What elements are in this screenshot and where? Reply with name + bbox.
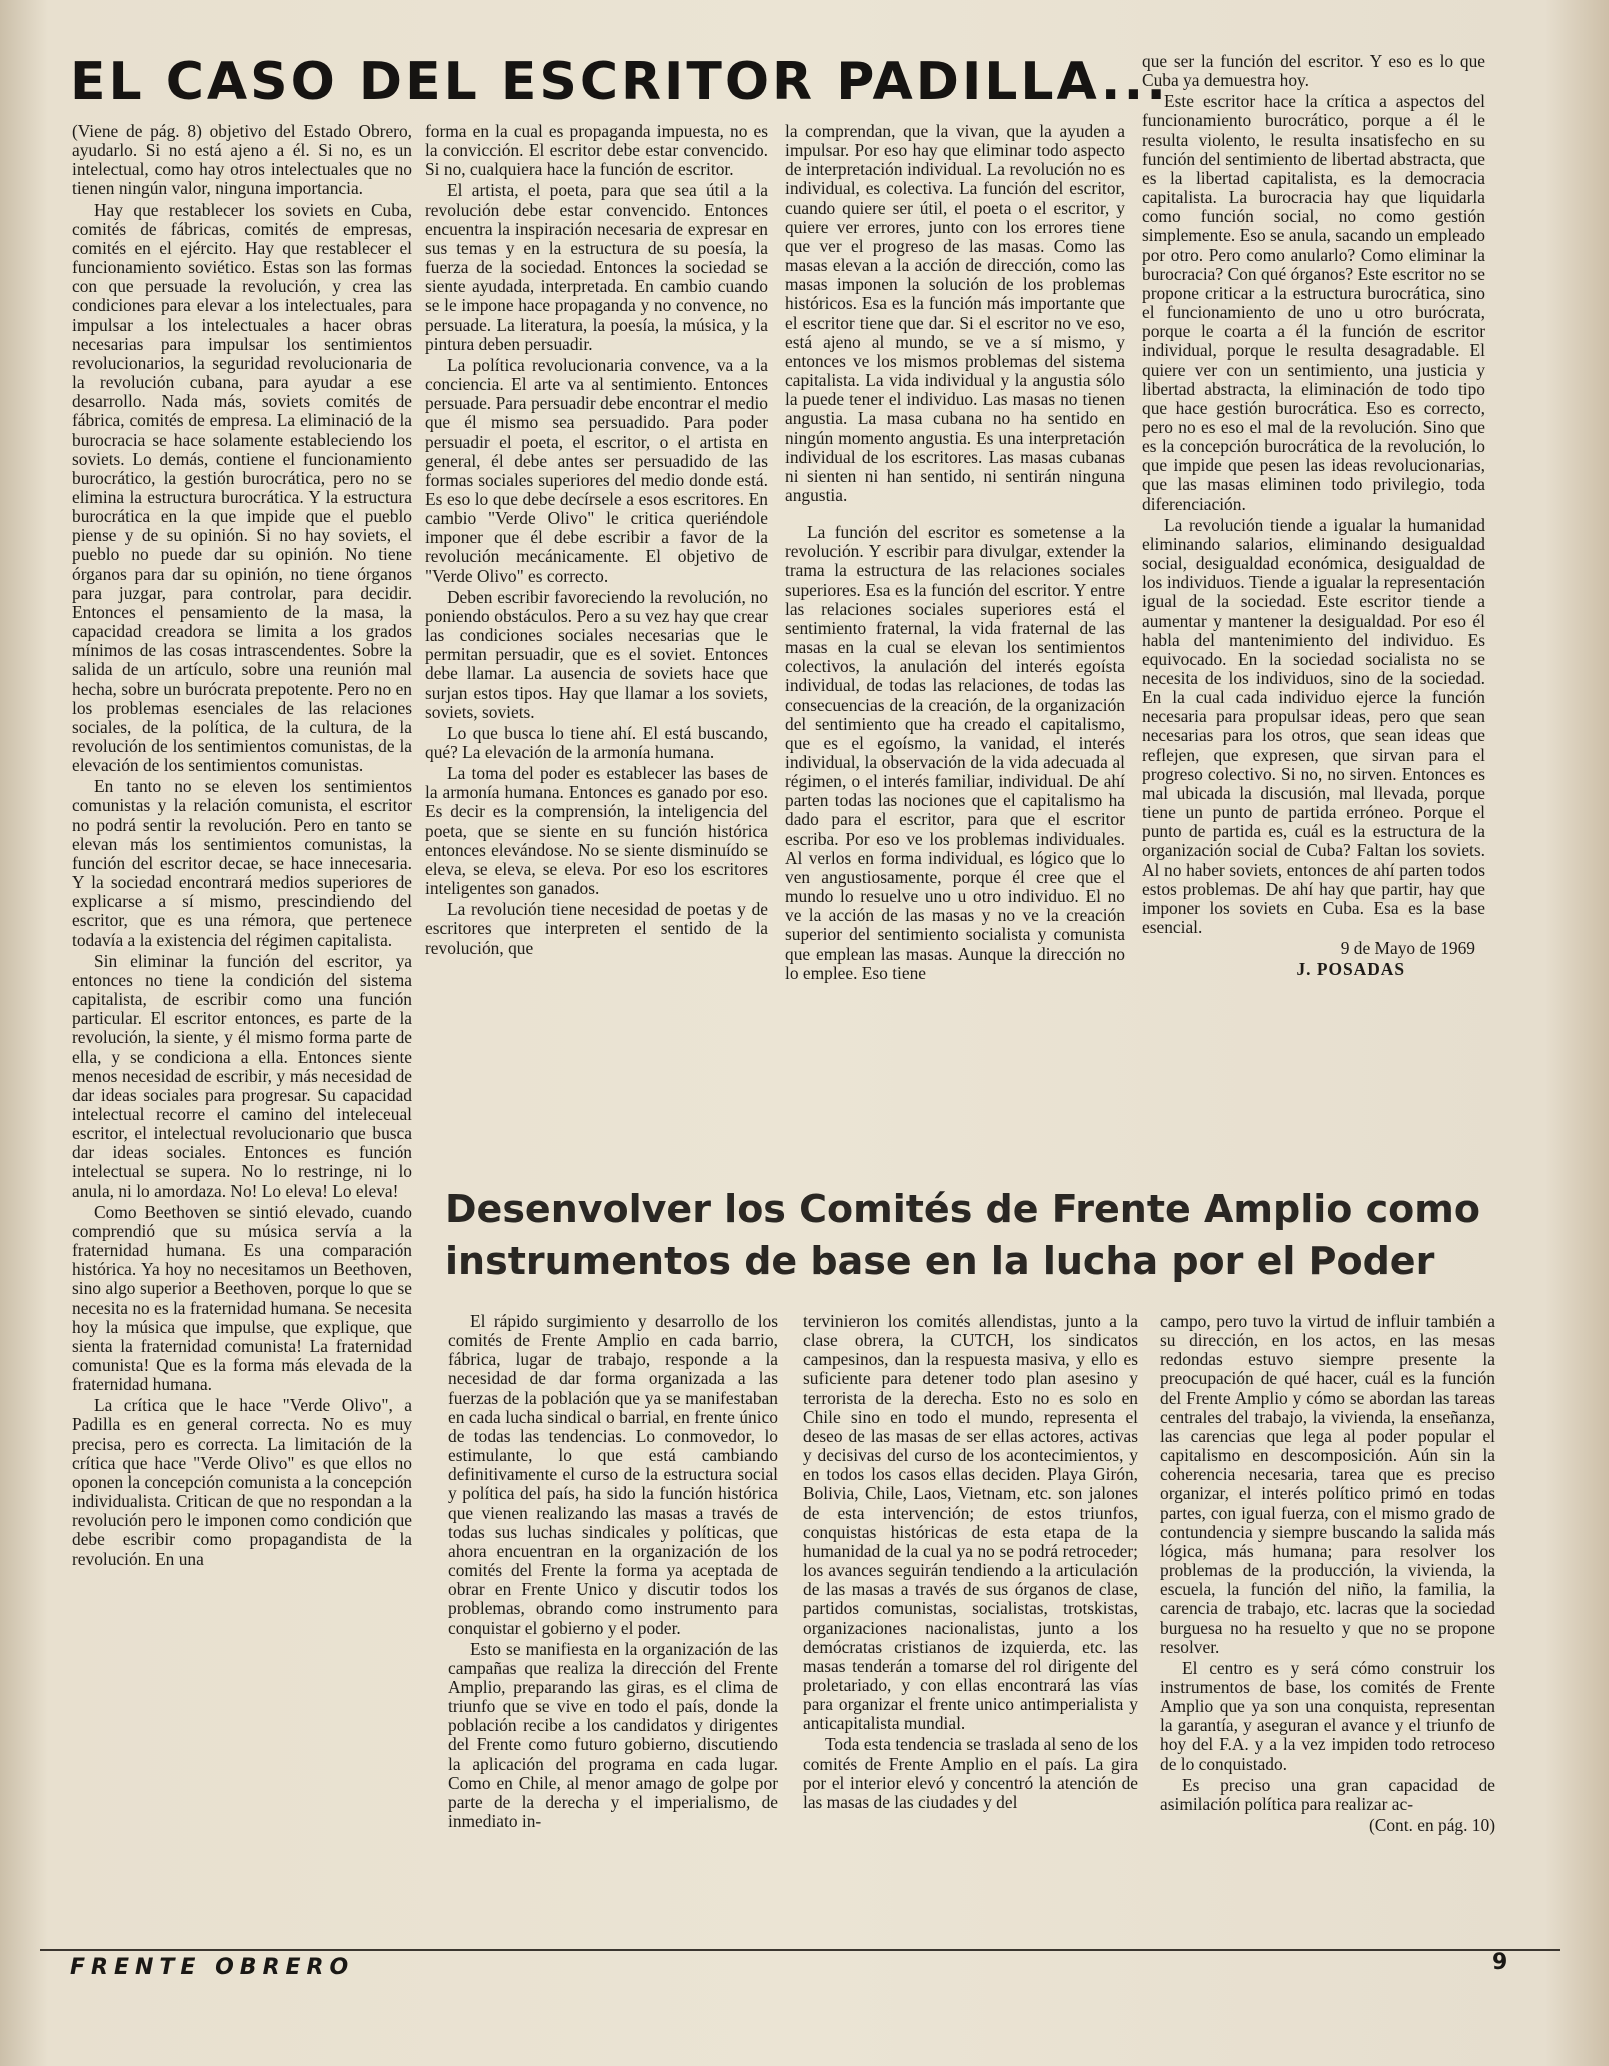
paragraph: campo, pero tuvo la virtud de influir también a su dirección, en los actos, en las mesas redondas estuvo siempre presente la preocupación de qué hacer, cuál es la función del Frente Amplio y cómo se abordan las tareas centrales del trabajo, la vivienda, la enseñanza, las carencias que lega al poder popular el capitalismo en descomposición. Aún sin la coherencia necesaria, tarea que es preciso organizar, el interés político primó en todas partes, con igual fuerza, con el mismo grado de contundencia y siempre buscando la salida más lógica, más humana; para resolver los problemas de la producción, la vivienda, la escuela, la función del niño, la familia, la carencia de trabajo, etc. lacras que la sociedad burguesa no ha resuelto y que no se propone resolver. <box>1160 1312 1495 1657</box>
paragraph: La toma del poder es establecer las bases de la armonía humana. Entonces es ganado por eso. Es decir es la comprensión, la inteligencia del poeta, que se siente en su función histórica entonces elevándose. No se siente disminuído se eleva, se eleva, se eleva. Por eso los escritores inteligentes son ganados. <box>425 763 768 899</box>
paragraph: En tanto no se eleven los sentimientos comunistas y la relación comunista, el escritor no podrá sentir la revolución. Pero en tanto se elevan más los sentimientos comunistas, la función del escritor decae, se hace innecesaria. Y la sociedad encontrará medios superiores de explicarse a sí mismo, prescindiendo del escritor, que es una rémora, que pertenece todavía a la existencia del régimen capitalista. <box>72 776 412 950</box>
article1-column-4 <box>1142 52 1485 1182</box>
page-number: 9 <box>1492 1950 1508 1975</box>
paragraph: Toda esta tendencia se traslada al seno de los comités de Frente Amplio en el país. La gira por el interior elevó y concentró la atención de las masas de las ciudades y del <box>803 1734 1138 1812</box>
footer-rule <box>40 1949 1560 1951</box>
article2-column-3 <box>1160 1312 1495 1942</box>
paragraph: Como Beethoven se sintió elevado, cuando comprendió que su música servía a la fraternidad humana. Es una comparación histórica. Ya hoy no necesitamos un Beethoven, sino algo superior a Beethoven, porque lo que se necesita no es la fraternidad humana. Se necesita hoy la música que impulse, que explique, que sienta la fraternidad comunista! La fraternidad comunista! Que es la forma más elevada de la fraternidad humana. <box>72 1201 412 1395</box>
paragraph: la comprendan, que la vivan, que la ayuden a impulsar. Por eso hay que eliminar todo aspecto de interpretación individual. La revolución no es individual, es colectiva. La función del escritor, cuando quiere ser útil, el poeta o el escritor, y quiere ver errores, junto con los errores tiene que ver el progreso de las masas. Como las masas elevan a la acción de dirección, como las masas imponen la solución de los problemas históricos. Esa es la función más importante que el escritor tiene que dar. Si el escritor no ve eso, está ajeno al mundo, se ve a sí mismo, y entonces ve los mismos problemas del sistema capitalista. La vida individual y la angustia sólo la puede tener el individuo. Las masas no tienen angustia. La masa cubana no ha sentido en ningún momento angustia. Es una interpretación individual de los escritores. Las masas cubanas ni sienten ni han sentido, ni sentirán ninguna angustia. <box>785 122 1125 505</box>
paragraph: Sin eliminar la función del escritor, ya entonces no tiene la condición del sistema capitalista, de escribir como una función particular. El escritor entonces, es parte de la revolución, la siente, y él mismo forma parte de ella, y se condiciona a ella. Entonces siente menos necesidad de escribir, y más necesidad de dar ideas sociales para progresar. Su capacidad intelectual recorre el camino del inteleceual escritor, el intelectual revolucionario que busca dar ideas sociales. Entonces es función intelectual se supera. No lo restringe, ni lo anula, ni lo amordaza. No! Lo eleva! Lo eleva! <box>72 950 412 1201</box>
paragraph: tervinieron los comités allendistas, junto a la clase obrera, la CUTCH, los sindicatos campesinos, dan la respuesta masiva, y ello es suficiente para detener todo plan asesino y terrorista de la derecha. Esto no es solo en Chile sino en todo el mundo, representa el deseo de las masas de ser ellas actores, activas y decisivas del curso de los acontecimientos, y en todos los casos ellas deciden. Playa Girón, Bolivia, Chile, Laos, Vietnam, etc. son jalones de esta intervención; de estos triunfos, conquistas históricas de esta etapa de la humanidad de la cual ya no se podrá retroceder; los avances seguirán tendiendo a la articulación de las masas a través de sus órganos de clase, partidos comunistas, socialistas, trotskistas, organizaciones nacionalistas, junto a los demócratas cristianos de izquierda, etc. las masas tenderán a tomarse del rol dirigente del proletariado, y con ellas encontrará las vías para organizar el frente unico antimperialista y anticapitalista mundial. <box>803 1312 1138 1734</box>
paragraph: La función del escritor es sometense a la revolución. Y escribir para divulgar, extender la trama la estructura de las relaciones sociales superiores. Esa es la función del escritor. Y entre las relaciones sociales superiores está el sentimiento fraternal, la vida fraternal de las masas en la cual se elevan los sentimientos colectivos, la anulación del interés egoísta individual, de todas las relaciones, de todas las consecuencias de la creación, de la organización del sentimiento que ha creado el capitalismo, que es el egoísmo, la vanidad, el interés individual, la observación de la vida adecuada al régimen, o el interés familiar, individual. De ahí parten todas las nociones que el capitalismo ha dado para el escritor, para que el escritor escriba. Por eso ve los problemas individuales. Al verlos en forma individual, es lógico que lo ven angustiosamente, porque él cree que el mundo lo resuelve uno u otro individuo. El no ve la acción de las masas y no ve la creación superior del sentimiento socialista y comunista que emplean las masas. Aunque la dirección no lo emplee. Eso tiene <box>785 522 1125 983</box>
article1-column-1 <box>72 122 412 1942</box>
paragraph: forma en la cual es propaganda impuesta, no es la convicción. El escritor debe estar convencido. Si no, cualquiera hace la función de escritor. <box>425 122 768 180</box>
paragraph: (Viene de pág. 8) objetivo del Estado Obrero, ayudarlo. Si no está ajeno a él. Si no, es un intelectual, como hay otros intelectuales que no tienen ningún valor, ninguna importancia. <box>72 122 412 199</box>
article-date: 9 de Mayo de 1969 <box>1340 938 1475 959</box>
continued-note: (Cont. en pág. 10) <box>1368 1815 1495 1836</box>
publication-name: FRENTE OBRERO <box>70 1955 355 1980</box>
article-title-frente-amplio <box>445 1183 1595 1287</box>
article1-column-2 <box>425 122 768 1177</box>
paragraph: El centro es y será cómo construir los instrumentos de base, los comités de Frente Amplio que ya son una conquista, representan la garantía, y aseguran el avance y el triunfo de hoy del F.A. y a la vez impiden todo retroceso de lo conquistado. <box>1160 1657 1495 1774</box>
paragraph: Deben escribir favoreciendo la revolución, no poniendo obstáculos. Pero a su vez hay que crear las condiciones sociales necesarias que le permitan persuadir, que es el soviet. Entonces debe llamar. La ausencia de soviets hace que surjan estos tipos. Hay que llamar a los soviets, soviets, soviets. <box>425 586 768 722</box>
title-line-2: instrumentos de base en la lucha por el Poder <box>445 1239 1435 1283</box>
paragraph: que ser la función del escritor. Y eso es lo que Cuba ya demuestra hoy. <box>1142 52 1485 91</box>
paragraph: La revolución tiene necesidad de poetas y de escritores que interpreten el sentido de la revolución, que <box>425 899 768 958</box>
paragraph: Es preciso una gran capacidad de asimilación política para realizar ac- <box>1160 1774 1495 1814</box>
paragraph: Lo que busca lo tiene ahí. El está buscando, qué? La elevación de la armonía humana. <box>425 722 768 762</box>
paragraph: La política revolucionaria convence, va a la conciencia. El arte va al sentimiento. Entonces persuade. Para persuadir debe encontrar el medio que él mismo sea persuadido. Para poder persuadir el poeta, el escritor, o el artista en general, él debe antes ser persuadido de las formas sociales superiores del medio donde está. Es eso lo que debe decírsele a esos escritores. En cambio "Verde Olivo" le critica queriéndole imponer que él debe escribir a favor de la revolución mecánicamente. El objetivo de "Verde Olivo" es correcto. <box>425 354 768 586</box>
paragraph: Este escritor hace la crítica a aspectos del funcionamiento burocrático, porque a él le resulta violento, le resulta insatisfecho en su función del sentimiento de libertad abstracta, que es la libertad capitalista, es la democracia capitalista. La burocracia hay que liquidarla como función social, no como gestión simplemente. Eso se anula, sacando un empleado por otro. Pero como anularlo? Como eliminar la burocracia? Con qué órganos? Este escritor no se propone criticar a la estructura burocrática, sino el funcionamiento de uno u otro burócrata, porque le coarta a él la función de escritor individual, porque le resulta desagradable. El quiere ver con un sentimiento, una justicia y libertad abstracta, la eliminación de todo tipo que hace gestión burocrática. Eso es correcto, pero no es eso el mal de la revolución. Sino que es la concepción burocrática de la revolución, lo que impide que pesen las ideas revolucionarias, que las masas eliminen todo privilegio, toda diferenciación. <box>1142 91 1485 514</box>
paragraph: Hay que restablecer los soviets en Cuba, comités de fábricas, comités de empresas, comités en el ejército. Hay que restablecer el funcionamiento soviético. Estas son las formas con que persuade la revolución, y crea las condiciones para elevar a los intelectuales, para impulsar a los intelectuales a hacer obras necesarias para impulsar los sentimientos revolucionarios, la seguridad revolucionaria de la revolución cubana, para ayudar a ese desarrollo. Nada más, soviets comités de fábrica, comités de empresa. La eliminació de la burocracia se hace solamente estableciendo los soviets. Lo demás, contiene el funcionamiento burocrático, la gestión burocrática, pero no se elimina la estructura burocrática. Y la estructura burocrática en la que impide que el pueblo piense y de su opinión. Si no hay soviets, el pueblo no puede dar su opinión. No tiene órganos para dar su opinión, no tiene órganos para juzgar, para controlar, para decidir. Entonces el pensamiento de la masa, la capacidad creadora se limita a los grados mínimos de las cosas intrascendentes. Sobre la salida de un artículo, sobre una reunión mal hecha, sobre un burócrata prepotente. Pero no en los problemas esenciales de las relaciones sociales, de la política, de la cultura, de la revolución de los sentimientos comunistas, de la elevación de los sentimientos comunistas. <box>72 199 412 776</box>
article2-column-2 <box>803 1312 1138 1942</box>
paragraph: El artista, el poeta, para que sea útil a la revolución debe estar convencido. Entonces encuentra la inspiración necesaria de expresar en sus temas y en la estructura de su poesía, la fuerza de la sociedad. Entonces la sociedad se siente ayudada, interpretada. En cambio cuando se le impone hace propaganda y no convence, no persuade. La literatura, la poesía, la música, y la pintura deben persuadir. <box>425 180 768 354</box>
paragraph: El rápido surgimiento y desarrollo de los comités de Frente Amplio en cada barrio, fábrica, lugar de trabajo, responde a la necesidad de dar forma organizada a las fuerzas de la población que ya se manifestaban en cada lucha sindical o barrial, en frente único de todas las tendencias. Lo conmovedor, lo estimulante, lo que está cambiando definitivamente el curso de la estructura social y política del país, ha sido la función histórica que vienen realizando las masas a través de todas sus luchas sindicales y políticas, que ahora encuentran en la organización de los comités del Frente la forma ya aceptada de obrar en Frente Unico y discutir todos los problemas, obrando como instrumento para conquistar el gobierno y el poder. <box>448 1312 778 1638</box>
article-author: J. POSADAS <box>1296 959 1405 980</box>
paragraph: Esto se manifiesta en la organización de las campañas que realiza la dirección del Frente Amplio, preparando las giras, es el clima de triunfo que se vive en todo el país, donde la población recibe a los candidatos y dirigentes del Frente como futuro gobierno, discutiendo la aplicación del programa en cada lugar. Como en Chile, al menor amago de golpe por parte de la derecha y el imperialismo, de inmediato in- <box>448 1638 778 1832</box>
article-title-padilla: EL CASO DEL ESCRITOR PADILLA... <box>70 52 1170 112</box>
paragraph: La revolución tiende a igualar la humanidad eliminando salarios, eliminando desigualdad social, desigualdad económica, desigualdad de los individuos. Tiende a igualar la representación igual de la sociedad. Este escritor tiende a aumentar y mantener la desigualdad. Por eso él habla del mantenimiento del individuo. Es equivocado. En la sociedad socialista no se necesita de los individuos, sino de la sociedad. En la cual cada individuo ejerce la función necesaria para propulsar ideas, pero que sean necesarias para los otros, que sean ideas que reflejen, que expresen, que sirvan para el progreso colectivo. Si no, no sirven. Entonces es mal ubicada la discusión, mal llevada, porque tiene un punto de partida erróneo. Porque el punto de partida es, cuál es la estructura de la organización social de Cuba? Faltan los soviets. Al no haber soviets, entonces de ahí parten todos estos problemas. De ahí hay que partir, hay que imponer los soviets en Cuba. Esa es la base esencial. <box>1142 514 1485 938</box>
article2-column-1 <box>448 1312 778 1942</box>
title-line-1: Desenvolver los Comités de Frente Amplio como <box>445 1187 1480 1231</box>
paragraph: La crítica que le hace "Verde Olivo", a Padilla es en general correcta. No es muy precisa, pero es correcta. La limitación de la crítica que hace "Verde Olivo" es que ellos no oponen la concepción comunista a la concepción individualista. Critican de que no respondan a la revolución pero le imponen como condición que debe escribir como propagandista de la revolución. En una <box>72 1395 412 1569</box>
article1-column-3 <box>785 122 1125 1177</box>
